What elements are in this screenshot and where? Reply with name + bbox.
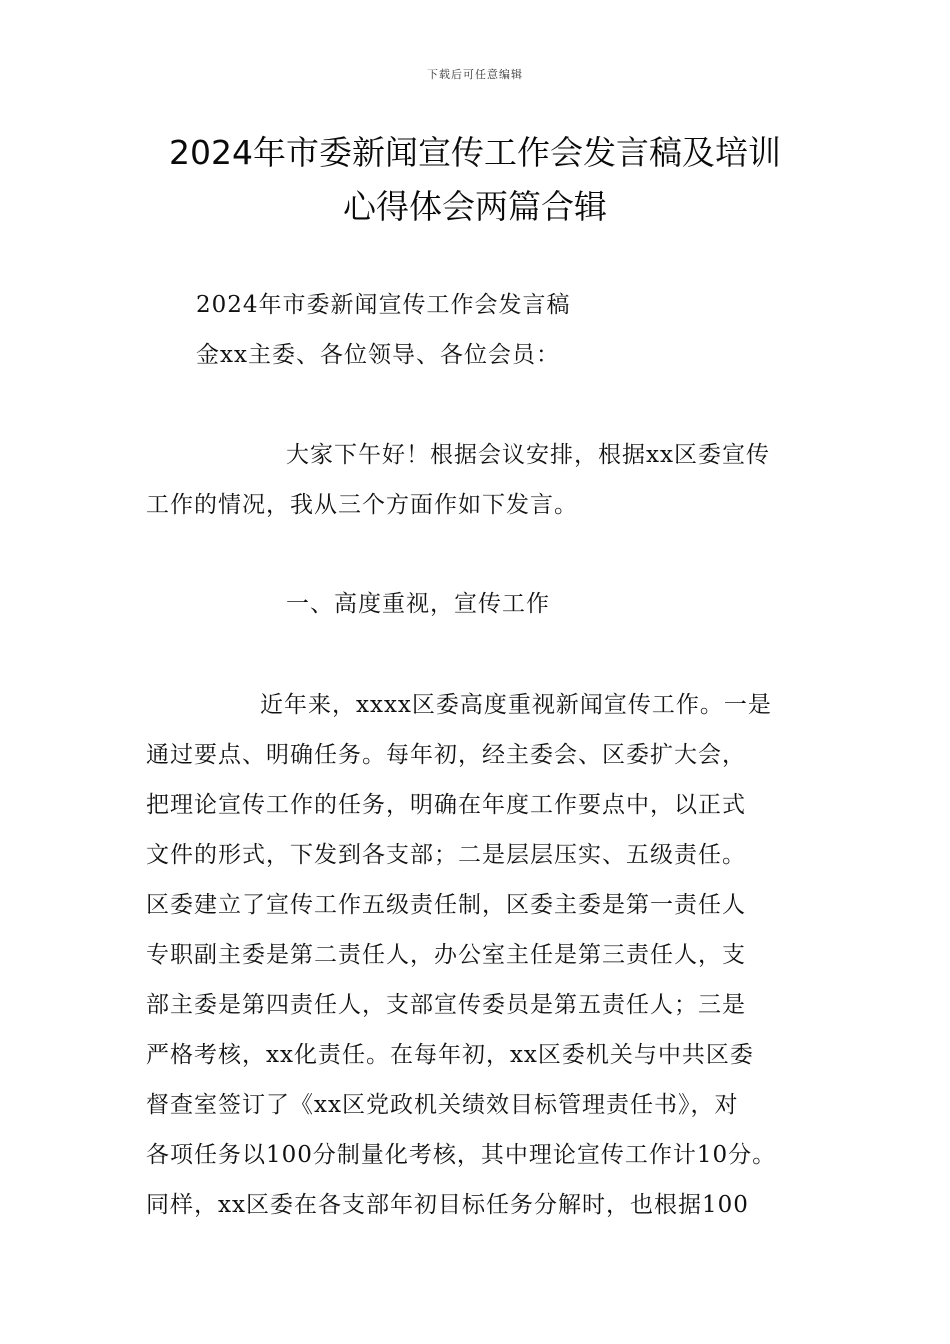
salutation: 金xx主委、各位领导、各位会员： bbox=[196, 342, 560, 368]
body-line: 同样，xx区委在各支部年初目标任务分解时，也根据100 bbox=[146, 1192, 749, 1218]
title-line-1: 2024年市委新闻宣传工作会发言稿及培训 bbox=[169, 133, 781, 172]
body-line: 各项任务以100分制量化考核，其中理论宣传工作计10分。 bbox=[146, 1142, 777, 1168]
body-line: 区委建立了宣传工作五级责任制，区委主委是第一责任人 bbox=[146, 892, 746, 918]
body-line: 近年来，xxxx区委高度重视新闻宣传工作。一是 bbox=[260, 692, 772, 718]
body-line: 督查室签订了《xx区党政机关绩效目标管理责任书》，对 bbox=[146, 1092, 739, 1118]
subtitle: 2024年市委新闻宣传工作会发言稿 bbox=[196, 292, 571, 318]
document-title bbox=[100, 126, 850, 234]
body-line: 文件的形式，下发到各支部；二是层层压实、五级责任。 bbox=[146, 842, 746, 868]
section-heading: 一、高度重视，宣传工作 bbox=[286, 591, 550, 617]
body-line: 通过要点、明确任务。每年初，经主委会、区委扩大会， bbox=[146, 742, 746, 768]
greeting-line-2: 工作的情况，我从三个方面作如下发言。 bbox=[146, 492, 578, 518]
greeting-line-1: 大家下午好！根据会议安排，根据xx区委宣传 bbox=[286, 442, 770, 468]
body-line: 专职副主委是第二责任人，办公室主任是第三责任人，支 bbox=[146, 942, 746, 968]
header-note: 下载后可任意编辑 bbox=[427, 68, 523, 81]
body-line: 把理论宣传工作的任务，明确在年度工作要点中，以正式 bbox=[146, 792, 746, 818]
title-line-2: 心得体会两篇合辑 bbox=[343, 187, 607, 226]
body-line: 部主委是第四责任人，支部宣传委员是第五责任人；三是 bbox=[146, 992, 746, 1018]
body-paragraph bbox=[146, 680, 826, 1230]
body-line: 严格考核，xx化责任。在每年初，xx区委机关与中共区委 bbox=[146, 1042, 754, 1068]
